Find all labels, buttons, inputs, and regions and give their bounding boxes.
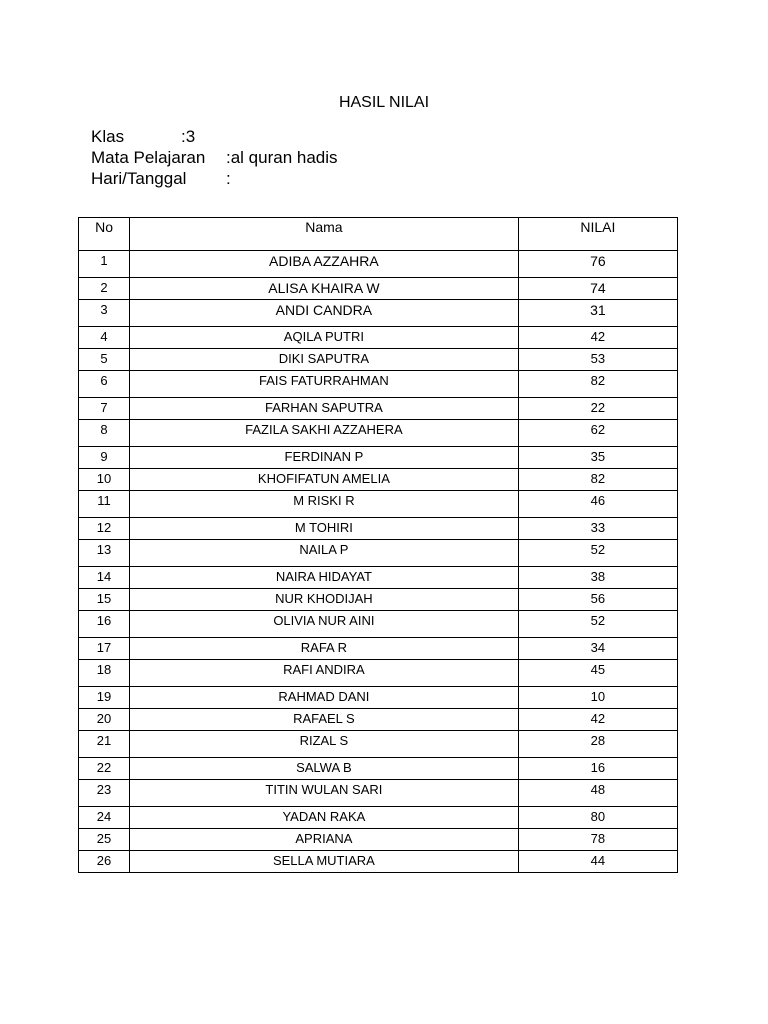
table-row (79, 758, 678, 780)
table-row (79, 589, 678, 611)
table-row (79, 469, 678, 491)
cell-nama: FERDINAN P (130, 447, 519, 469)
cell-nilai: 46 (518, 491, 677, 518)
document-title: HASIL NILAI (338, 94, 430, 111)
cell-nilai: 34 (518, 638, 677, 660)
table-row (79, 447, 678, 469)
cell-nilai: 42 (518, 327, 677, 349)
cell-nilai: 35 (518, 447, 677, 469)
cell-no: 24 (79, 807, 130, 829)
cell-nama: NAIRA HIDAYAT (130, 567, 519, 589)
meta-label-hari-tanggal: Hari/Tanggal (91, 169, 187, 188)
cell-nama: TITIN WULAN SARI (130, 780, 519, 807)
table-row (79, 420, 678, 447)
cell-no: 19 (79, 687, 130, 709)
cell-nama: APRIANA (130, 829, 519, 851)
cell-no: 22 (79, 758, 130, 780)
table-row (79, 611, 678, 638)
cell-no: 13 (79, 540, 130, 567)
cell-nilai: 52 (518, 611, 677, 638)
cell-no: 20 (79, 709, 130, 731)
cell-nama: YADAN RAKA (130, 807, 519, 829)
cell-nilai: 62 (518, 420, 677, 447)
cell-no: 21 (79, 731, 130, 758)
table-row (79, 518, 678, 540)
header-no: No (79, 218, 130, 251)
cell-no: 10 (79, 469, 130, 491)
cell-nilai: 78 (518, 829, 677, 851)
table-row (79, 300, 678, 327)
cell-no: 18 (79, 660, 130, 687)
cell-no: 23 (79, 780, 130, 807)
cell-no: 9 (79, 447, 130, 469)
cell-nilai: 82 (518, 469, 677, 491)
cell-no: 1 (79, 251, 130, 278)
header-nama: Nama (130, 218, 519, 251)
cell-nama: ADIBA AZZAHRA (130, 251, 519, 278)
meta-label-klas: Klas (91, 127, 125, 146)
cell-nama: ANDI CANDRA (130, 300, 519, 327)
table-row (79, 851, 678, 873)
table-header-row (79, 218, 678, 251)
table-row (79, 709, 678, 731)
cell-nama: KHOFIFATUN AMELIA (130, 469, 519, 491)
cell-nilai: 80 (518, 807, 677, 829)
table-row (79, 731, 678, 758)
cell-no: 7 (79, 398, 130, 420)
cell-nilai: 82 (518, 371, 677, 398)
cell-nilai: 52 (518, 540, 677, 567)
cell-nama: OLIVIA NUR AINI (130, 611, 519, 638)
meta-value-hari-tanggal: : (226, 169, 231, 188)
meta-label-mata-pelajaran: Mata Pelajaran (91, 148, 206, 167)
table-row (79, 371, 678, 398)
table-row (79, 638, 678, 660)
cell-nilai: 28 (518, 731, 677, 758)
cell-nilai: 44 (518, 851, 677, 873)
table-row (79, 807, 678, 829)
cell-no: 8 (79, 420, 130, 447)
cell-nilai: 22 (518, 398, 677, 420)
cell-no: 14 (79, 567, 130, 589)
table-body (79, 251, 678, 873)
cell-nama: FARHAN SAPUTRA (130, 398, 519, 420)
table-row (79, 829, 678, 851)
cell-nilai: 53 (518, 349, 677, 371)
table-row (79, 780, 678, 807)
table-row (79, 278, 678, 300)
cell-nama: RAHMAD DANI (130, 687, 519, 709)
cell-no: 5 (79, 349, 130, 371)
cell-nilai: 74 (518, 278, 677, 300)
grades-table (78, 217, 678, 873)
cell-no: 15 (79, 589, 130, 611)
cell-nama: FAIS FATURRAHMAN (130, 371, 519, 398)
table-row (79, 660, 678, 687)
cell-nilai: 16 (518, 758, 677, 780)
cell-nama: DIKI SAPUTRA (130, 349, 519, 371)
cell-nama: M TOHIRI (130, 518, 519, 540)
cell-nama: ALISA KHAIRA W (130, 278, 519, 300)
cell-nilai: 48 (518, 780, 677, 807)
table-row (79, 349, 678, 371)
cell-nilai: 38 (518, 567, 677, 589)
cell-nama: NUR KHODIJAH (130, 589, 519, 611)
table-row (79, 540, 678, 567)
meta-value-klas: :3 (181, 127, 196, 146)
cell-no: 3 (79, 300, 130, 327)
table-row (79, 687, 678, 709)
cell-nama: SELLA MUTIARA (130, 851, 519, 873)
cell-nama: M RISKI R (130, 491, 519, 518)
cell-nilai: 56 (518, 589, 677, 611)
cell-nilai: 42 (518, 709, 677, 731)
cell-nama: SALWA B (130, 758, 519, 780)
table-row (79, 251, 678, 278)
meta-value-mata-pelajaran: :al quran hadis (226, 148, 338, 167)
cell-no: 6 (79, 371, 130, 398)
table-row (79, 327, 678, 349)
cell-nilai: 31 (518, 300, 677, 327)
cell-no: 25 (79, 829, 130, 851)
cell-no: 16 (79, 611, 130, 638)
table-row (79, 398, 678, 420)
cell-nilai: 10 (518, 687, 677, 709)
cell-nama: RAFI ANDIRA (130, 660, 519, 687)
cell-nama: NAILA P (130, 540, 519, 567)
table-row (79, 491, 678, 518)
cell-no: 2 (79, 278, 130, 300)
cell-no: 11 (79, 491, 130, 518)
cell-nama: FAZILA SAKHI AZZAHERA (130, 420, 519, 447)
cell-nama: RAFAEL S (130, 709, 519, 731)
cell-nama: RIZAL S (130, 731, 519, 758)
cell-nilai: 33 (518, 518, 677, 540)
cell-no: 26 (79, 851, 130, 873)
cell-no: 17 (79, 638, 130, 660)
cell-nilai: 76 (518, 251, 677, 278)
cell-no: 4 (79, 327, 130, 349)
header-nilai: NILAI (518, 218, 677, 251)
cell-no: 12 (79, 518, 130, 540)
table-row (79, 567, 678, 589)
cell-nilai: 45 (518, 660, 677, 687)
cell-nama: RAFA R (130, 638, 519, 660)
cell-nama: AQILA PUTRI (130, 327, 519, 349)
